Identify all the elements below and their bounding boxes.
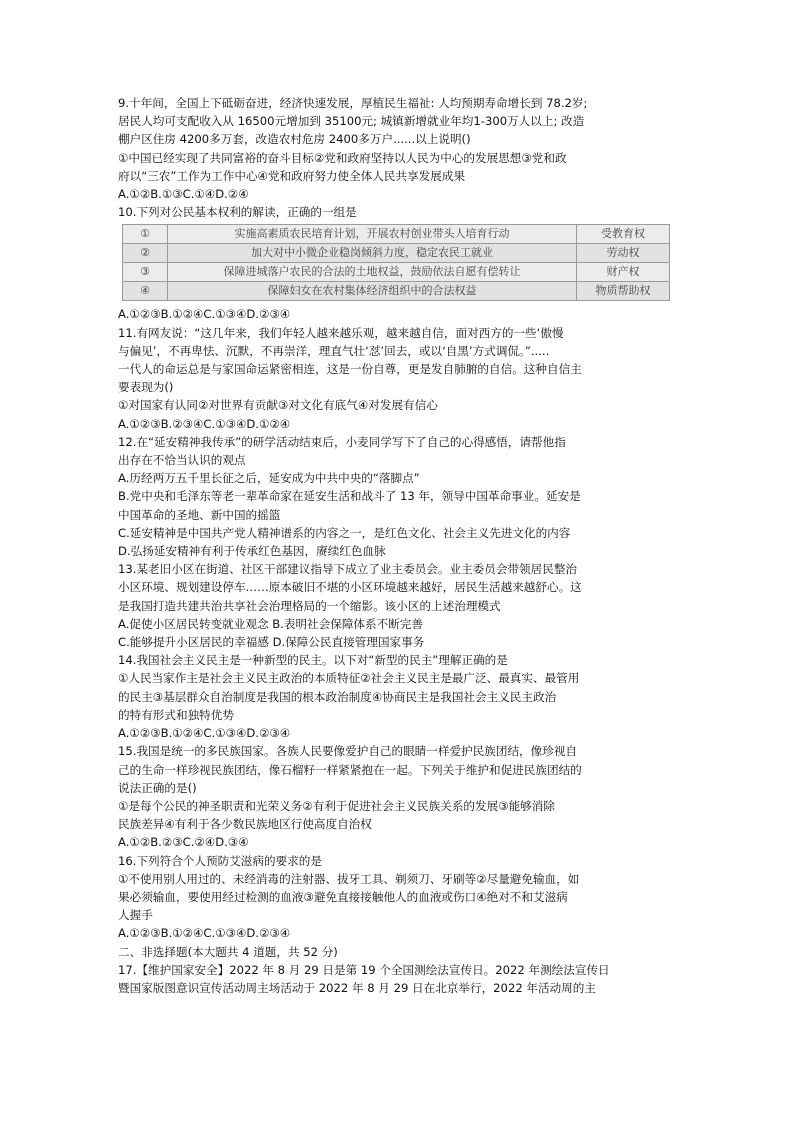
table-cell-num: ② (123, 244, 168, 263)
question-option: B.党中央和毛泽东等老一辈革命家在延安生活和战斗了 13 年，领导中国革命事业。延安是 (118, 489, 581, 504)
question-options: A.①②③B.①②④C.①③④D.②③④ (118, 307, 291, 322)
question-options: A.①②③B.①②④C.①③④D.②③④ (118, 926, 291, 941)
question-line: 小区环境、规划建设停车……原本破旧不堪的小区环境越来越好，居民生活越来越舒心。这 (118, 580, 582, 595)
question-15 (118, 742, 678, 851)
question-line: 民族差异④有利于各少数民族地区行使高度自治权 (118, 817, 372, 832)
question-12 (118, 433, 678, 560)
question-10 (118, 203, 678, 323)
question-options: A.①②B.①③C.①④D.②④ (118, 187, 249, 202)
question-13 (118, 560, 678, 651)
question-line: 17.【维护国家安全】2022 年 8 月 29 日是第 19 个全国测绘法宣传日。2022 年测绘法宣传日 (118, 962, 610, 977)
question-options: A.①②B.②③C.②④D.③④ (118, 835, 249, 850)
question-line: 13.某老旧小区在街道、社区干部建议指导下成立了业主委员会。业主委员会带领居民整治 (118, 562, 578, 577)
question-options: A.①②③B.①②④C.①③④D.②③④ (118, 726, 291, 741)
question-line: ①不使用别人用过的、未经消毒的注射器、拔牙工具、剃须刀、牙刷等②尽量避免输血，如 (118, 871, 580, 886)
table-cell-desc: 保障进城落户农民的合法的土地权益，鼓励依法自愿有偿转让 (168, 263, 577, 282)
question-option: D.弘扬延安精神有利于传承红色基因，赓续红色血脉 (118, 544, 386, 559)
question-line: 人握手 (118, 908, 153, 923)
question-option: A.历经两万五千里长征之后，延安成为中共中央的“落脚点” (118, 471, 420, 486)
table-row (123, 282, 670, 301)
table-cell-desc: 加大对中小微企业稳岗倾斜力度，稳定农民工就业 (168, 244, 577, 263)
question-line: ①对国家有认同②对世界有贡献③对文化有底气④对发展有信心 (118, 398, 438, 413)
question-line: 一代人的命运总是与家国命运紧密相连，这是一份自尊，更是发自肺腑的自信。这种自信主 (118, 362, 582, 377)
question-line: 棚户区住房 4200多万套，改造农村危房 2400多万户......以上说明() (118, 132, 471, 147)
table-cell-right: 物质帮助权 (577, 282, 670, 301)
table-row (123, 263, 670, 282)
question-14 (118, 651, 678, 742)
question-line: 果必须输血，要使用经过检测的血液③避免直接接触他人的血液或伤口④绝对不和艾滋病 (118, 889, 568, 904)
question-option: C.延安精神是中国共产党人精神谱系的内容之一，是红色文化、社会主义先进文化的内容 (118, 525, 571, 540)
question-line: 暨国家版图意识宣传活动周主场活动于 2022 年 8 月 29 日在北京举行，2022 年活动周的主 (118, 980, 596, 995)
section-heading: 二、非选择题(本大题共 4 道题，共 52 分) (118, 944, 338, 959)
question-line: 15.我国是统一的多民族国家。各族人民要像爱护自己的眼睛一样爱护民族团结，像珍视自 (118, 744, 578, 759)
question-line: 14.我国社会主义民主是一种新型的民主。以下对“新型的民主”理解正确的是 (118, 653, 508, 668)
question-line: ①中国已经实现了共同富裕的奋斗目标②党和政府坚持以人民为中心的发展思想③党和政 (118, 150, 567, 165)
question-line: 己的生命一样珍视民族团结，像石榴籽一样紧紧抱在一起。下列关于维护和促进民族团结的 (118, 762, 582, 777)
question-line: 12.在“延安精神我传承”的研学活动结束后，小麦同学写下了自己的心得感悟，请帮他指 (118, 434, 566, 449)
question-line: 11.有网友说：“这几年来，我们年轻人越来越乐观，越来越自信，面对西方的一些‘傲慢 (118, 325, 564, 340)
question-line: 要表现为() (118, 380, 174, 395)
table-row (123, 244, 670, 263)
question-line: 的民主③基层群众自治制度是我国的根本政治制度④协商民主是我国社会主义民主政治 (118, 689, 557, 704)
question-line: 是我国打造共建共治共享社会治理格局的一个缩影。该小区的上述治理模式 (118, 598, 501, 613)
question-9 (118, 94, 678, 203)
question-line: 说法正确的是() (118, 780, 197, 795)
question-stem: 10.下列对公民基本权利的解读，正确的一组是 (118, 205, 357, 220)
question-line: 府以“三农”工作为工作中心④党和政府努力使全体人民共享发展成果 (118, 168, 466, 183)
question-line: 与偏见’，不再卑怯、沉默，不再崇洋，理直气壮‘怼’回去，或以‘自黑’方式调侃。”..... (118, 343, 550, 358)
table-cell-desc: 实施高素质农民培育计划，开展农村创业带头人培育行动 (168, 225, 577, 244)
question-17 (118, 961, 678, 997)
table-cell-num: ④ (123, 282, 168, 301)
table-cell-right: 劳动权 (577, 244, 670, 263)
question-16 (118, 852, 678, 943)
table-cell-desc: 保障妇女在农村集体经济组织中的合法权益 (168, 282, 577, 301)
question-line: 9.十年间，全国上下砥砺奋进，经济快速发展，厚植民生福祉: 人均预期寿命增长到 78.2岁; (118, 96, 588, 110)
exam-page (118, 94, 678, 997)
question-line: ①是每个公民的神圣职责和光荣义务②有利于促进社会主义民族关系的发展③能够消除 (118, 798, 555, 813)
table-cell-num: ① (123, 225, 168, 244)
question-option: 中国革命的圣地、新中国的摇篮 (118, 507, 281, 522)
question-line: 的特有形式和独特优势 (118, 707, 234, 722)
question-option: C.能够提升小区居民的幸福感 D.保障公民直接管理国家事务 (118, 635, 425, 650)
table-cell-num: ③ (123, 263, 168, 282)
table-row (123, 225, 670, 244)
question-line: 16.下列符合个人预防艾滋病的要求的是 (118, 853, 322, 868)
question-line: 出存在不恰当认识的观点 (118, 453, 246, 468)
question-11 (118, 324, 678, 433)
table-cell-right: 受教育权 (577, 225, 670, 244)
rights-table (122, 224, 670, 301)
question-options: A.①②③B.②③④C.①③④D.①②④ (118, 416, 291, 431)
question-line: ①人民当家作主是社会主义民主政治的本质特征②社会主义民主是最广泛、最真实、最管用 (118, 671, 580, 686)
table-cell-right: 财产权 (577, 263, 670, 282)
question-option: A.促使小区居民转变就业观念 B.表明社会保障体系不断完善 (118, 616, 423, 631)
question-line: 居民人均可支配收入从 16500元增加到 35100元; 城镇新增就业年均1-300万人以上; 改造 (118, 114, 585, 129)
